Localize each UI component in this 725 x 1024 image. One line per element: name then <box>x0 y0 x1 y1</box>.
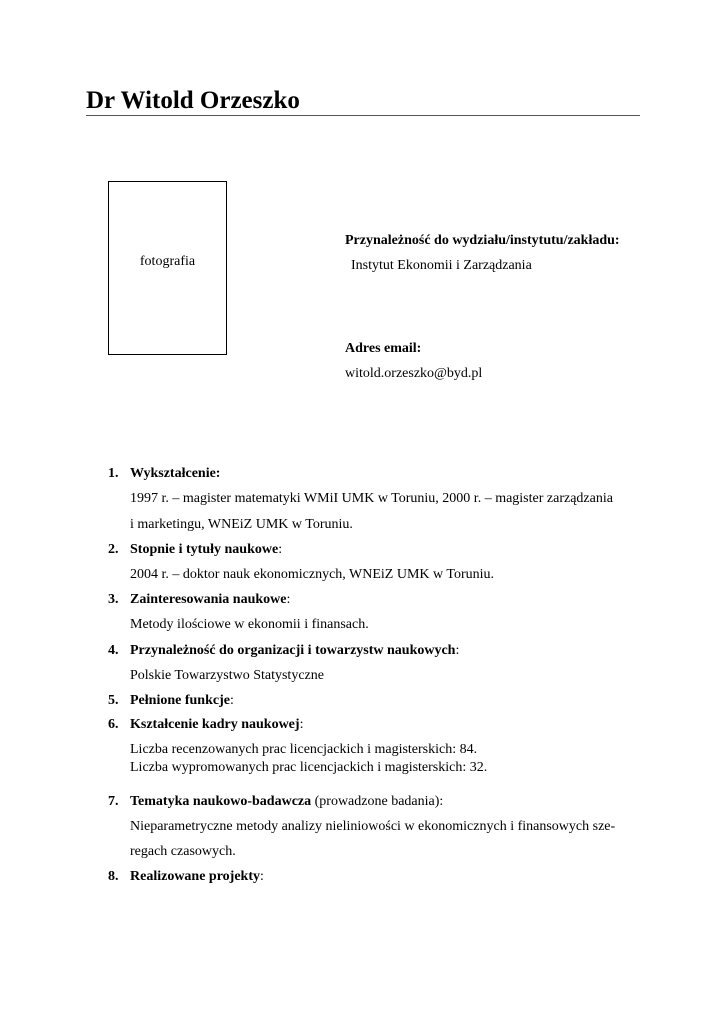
section-number: 7. <box>108 794 119 809</box>
email-value: witold.orzeszko@byd.pl <box>345 366 483 381</box>
section-number: 3. <box>108 592 119 607</box>
section-line: 1997 r. – magister matematyki WMiI UMK w Toruniu, 2000 r. – magister zarządzania <box>130 491 613 506</box>
section-line: regach czasowych. <box>130 844 236 859</box>
photo-placeholder <box>108 181 227 355</box>
section-title: Kształcenie kadry naukowej <box>130 717 300 732</box>
section-line: Liczba wypromowanych prac licencjackich i magisterskich: 32. <box>130 760 488 775</box>
section-suffix: : <box>455 643 460 658</box>
section-suffix: : <box>299 717 304 732</box>
section-heading <box>130 642 459 660</box>
section-line: 2004 r. – doktor nauk ekonomicznych, WNEiZ UMK w Toruniu. <box>130 567 495 582</box>
section-title: Realizowane projekty <box>130 869 260 884</box>
section-title: Zainteresowania naukowe <box>130 592 287 607</box>
section-suffix: : <box>260 869 264 884</box>
email-label: Adres email: <box>345 341 422 356</box>
section-title: Stopnie i tytuły naukowe <box>130 542 279 557</box>
section-title: Tematyka naukowo-badawcza <box>130 794 312 809</box>
section-heading <box>130 793 443 811</box>
section-line: i marketingu, WNEiZ UMK w Toruniu. <box>130 517 353 532</box>
section-heading <box>130 465 220 483</box>
section-number: 8. <box>108 869 119 884</box>
title-underline <box>86 115 640 116</box>
section-heading <box>130 591 290 609</box>
section-heading <box>130 692 234 710</box>
section-heading <box>130 541 282 559</box>
section-number: 1. <box>108 466 119 481</box>
section-suffix: : <box>229 693 234 708</box>
section-title: Przynależność do organizacji i towarzystw naukowych <box>130 643 456 658</box>
section-title: Wykształcenie: <box>130 466 221 481</box>
affiliation-value: Instytut Ekonomii i Zarządzania <box>351 258 532 273</box>
section-heading <box>130 868 264 886</box>
section-line: Metody ilościowe w ekonomii i finansach. <box>130 617 369 632</box>
section-number: 2. <box>108 542 119 557</box>
section-line: Liczba recenzowanych prac licencjackich i magisterskich: 84. <box>130 742 478 757</box>
section-suffix: : <box>286 592 291 607</box>
section-suffix: (prowadzone badania): <box>311 794 444 809</box>
affiliation-label: Przynależność do wydziału/instytutu/zakładu: <box>345 233 620 248</box>
section-number: 4. <box>108 643 119 658</box>
section-number: 5. <box>108 693 119 708</box>
section-line: Polskie Towarzystwo Statystyczne <box>130 668 324 683</box>
section-line: Nieparametryczne metody analizy nieliniowości w ekonomicznych i finansowych sze- <box>130 819 616 834</box>
section-heading <box>130 716 303 734</box>
photo-label: fotografia <box>139 254 196 269</box>
section-title: Pełnione funkcje <box>130 693 230 708</box>
person-name: Dr Witold Orzeszko <box>86 87 300 114</box>
section-number: 6. <box>108 717 119 732</box>
section-suffix: : <box>278 542 283 557</box>
